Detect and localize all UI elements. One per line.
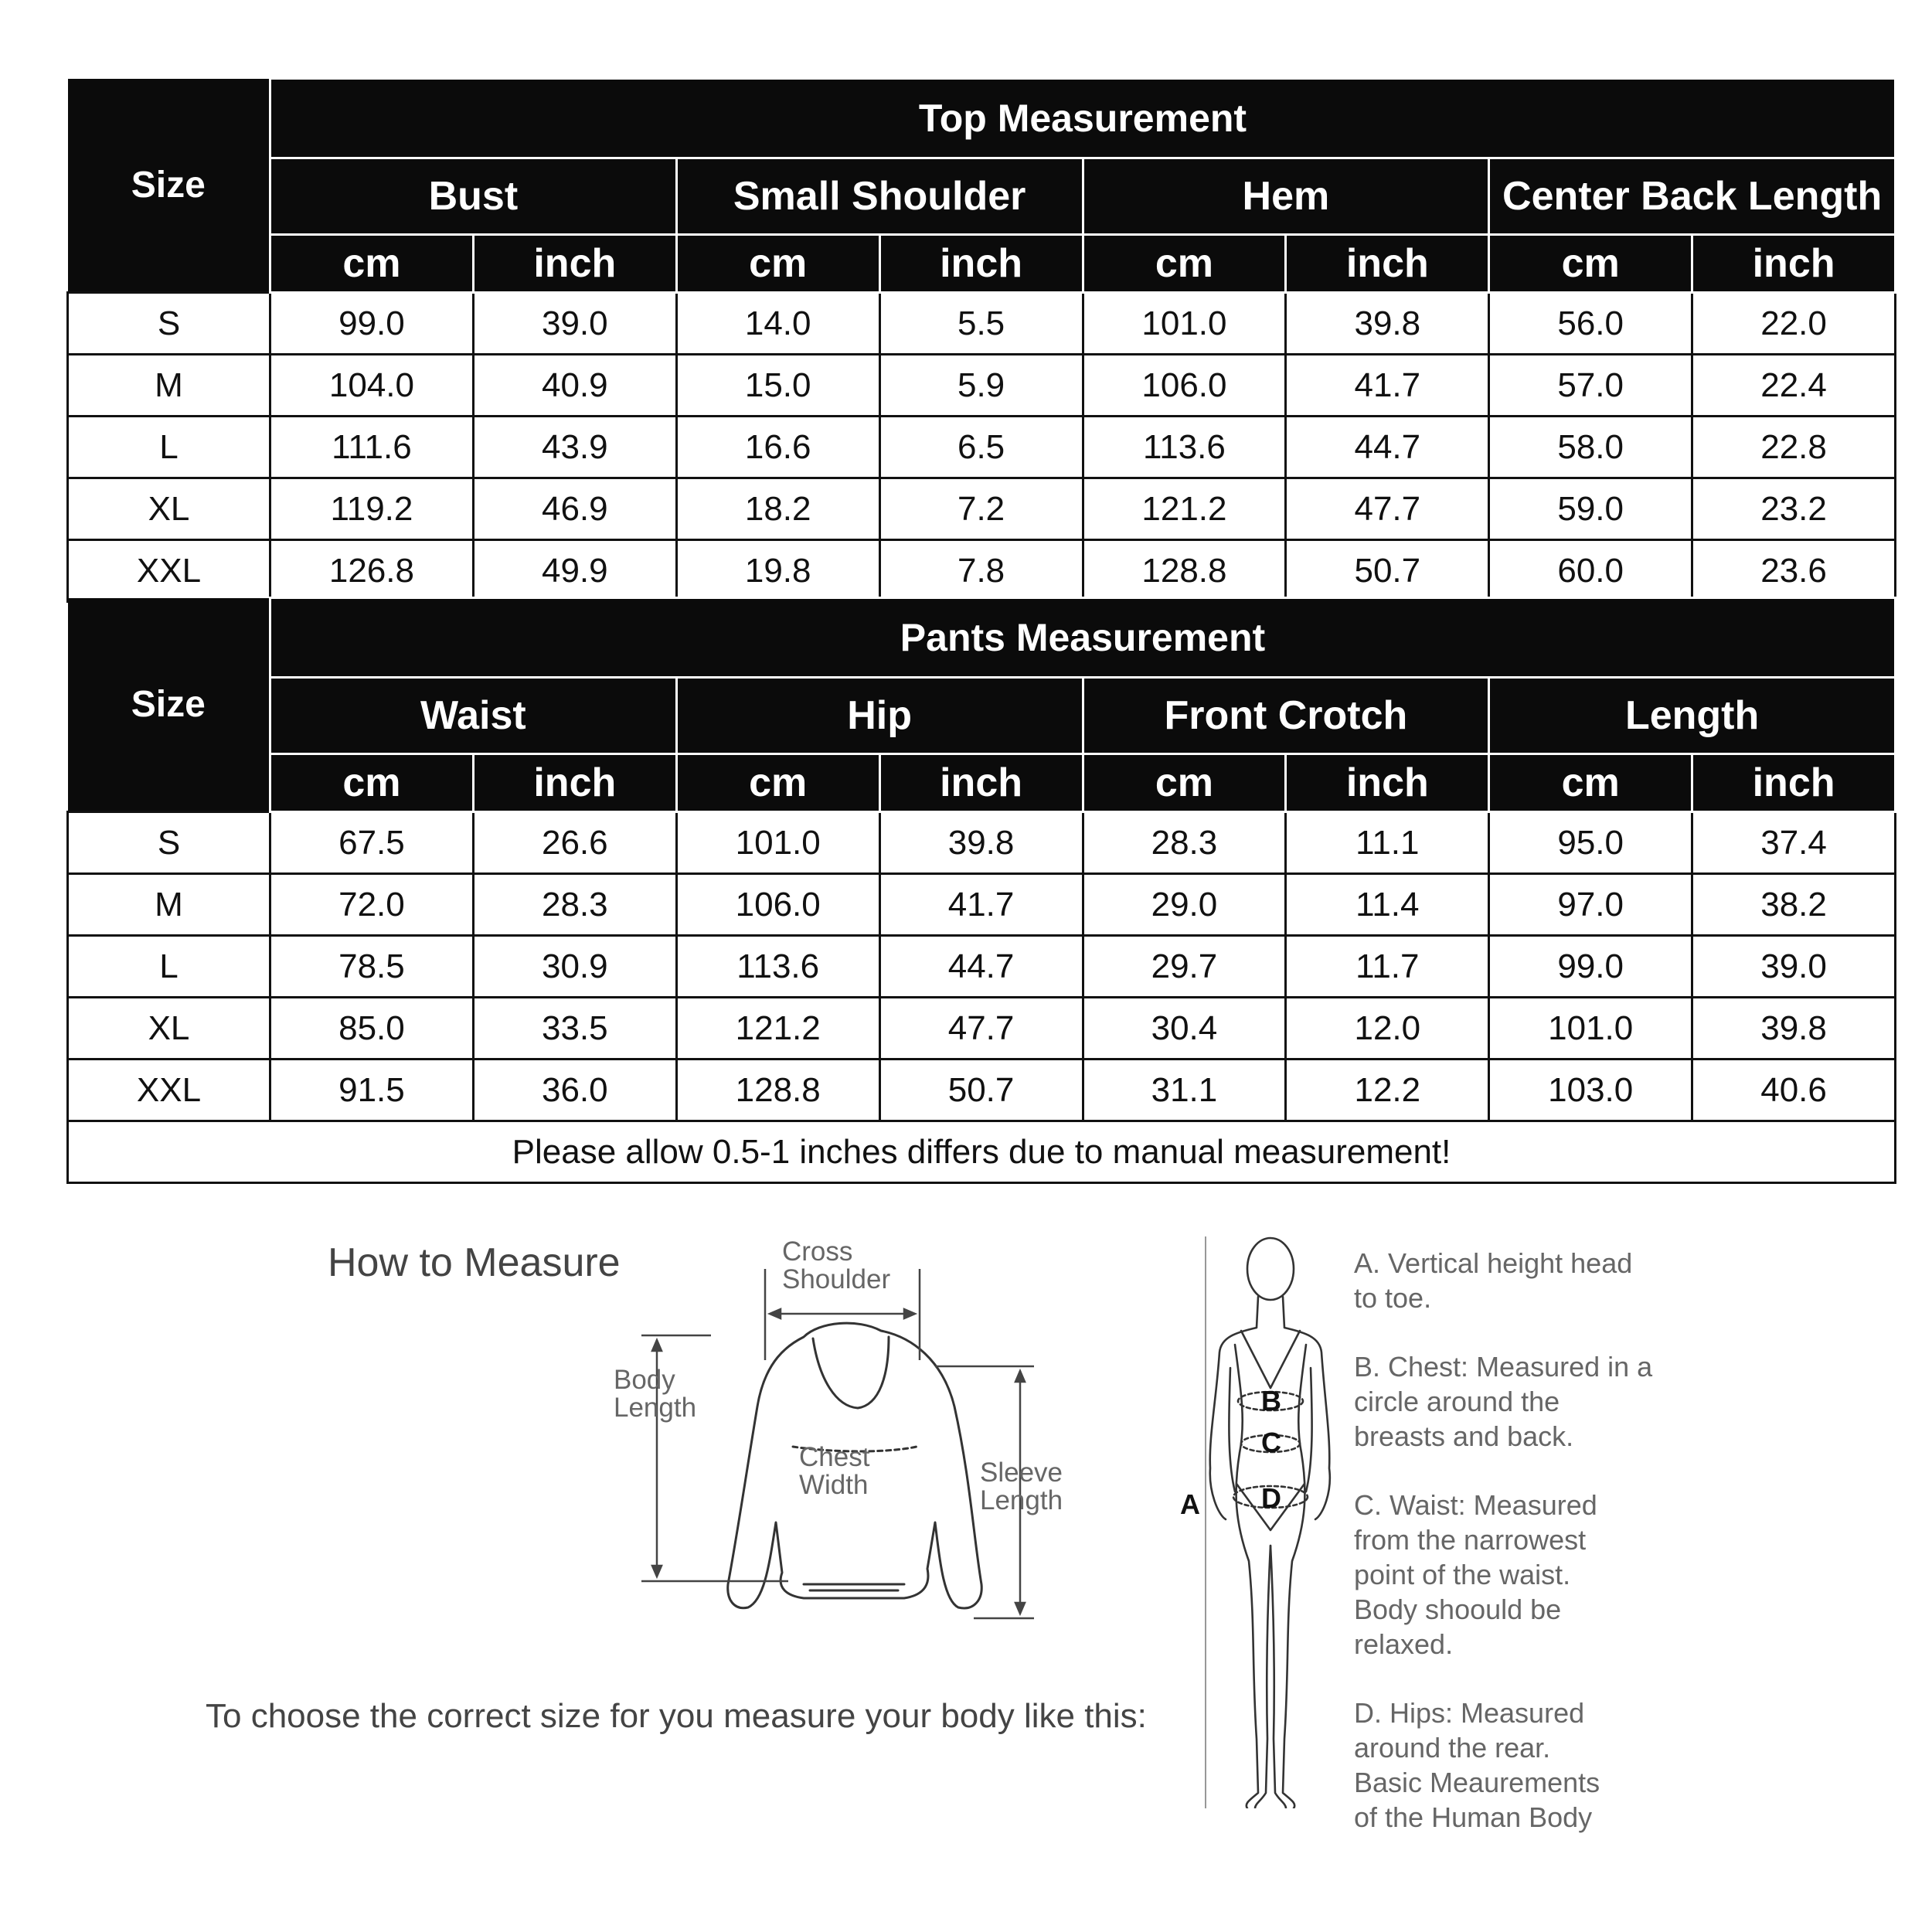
value-cell: 38.2 [1692, 874, 1896, 936]
body-length-label: Body Length [614, 1365, 697, 1423]
value-cell: 14.0 [676, 293, 879, 355]
value-cell: 59.0 [1489, 478, 1692, 540]
size-cell: M [68, 355, 270, 417]
value-cell: 5.9 [879, 355, 1083, 417]
value-cell: 28.3 [1083, 812, 1286, 874]
choose-size-instruction: To choose the correct size for you measure your body like this: [206, 1697, 1147, 1735]
measurement-instructions [1354, 1246, 1679, 1869]
size-cell: XL [68, 998, 270, 1060]
cross-shoulder-label: Cross Shoulder [782, 1236, 891, 1294]
instruction-d: D. Hips: Measured around the rear. Basic Meaurements of the Human Body [1354, 1697, 1600, 1833]
value-cell: 16.6 [676, 417, 879, 478]
unit-header: cm [270, 754, 474, 812]
unit-header: inch [1286, 754, 1489, 812]
size-cell: M [68, 874, 270, 936]
value-cell: 44.7 [1286, 417, 1489, 478]
unit-header-row [68, 235, 1896, 293]
table-row [68, 998, 1896, 1060]
table-title: Pants Measurement [270, 598, 1896, 678]
marker-a-label: A [1180, 1488, 1200, 1520]
value-cell: 12.0 [1286, 998, 1489, 1060]
value-cell: 104.0 [270, 355, 474, 417]
value-cell: 15.0 [676, 355, 879, 417]
table-body [68, 293, 1896, 602]
value-cell: 121.2 [676, 998, 879, 1060]
table-row [68, 1060, 1896, 1121]
value-cell: 39.0 [473, 293, 676, 355]
value-cell: 67.5 [270, 812, 474, 874]
value-cell: 23.6 [1692, 540, 1896, 602]
value-cell: 128.8 [1083, 540, 1286, 602]
instruction-b: B. Chest: Measured in a circle around the breasts and back. [1354, 1351, 1653, 1452]
value-cell: 72.0 [270, 874, 474, 936]
value-cell: 47.7 [879, 998, 1083, 1060]
unit-header: cm [676, 754, 879, 812]
table-title: Top Measurement [270, 79, 1896, 158]
value-cell: 12.2 [1286, 1060, 1489, 1121]
unit-header: inch [879, 754, 1083, 812]
size-cell: S [68, 812, 270, 874]
unit-header: cm [676, 235, 879, 293]
top-measurement-table [66, 77, 1896, 603]
unit-header: inch [879, 235, 1083, 293]
table-row [68, 936, 1896, 998]
value-cell: 85.0 [270, 998, 474, 1060]
value-cell: 126.8 [270, 540, 474, 602]
value-cell: 46.9 [473, 478, 676, 540]
marker-b-label: B [1261, 1385, 1281, 1417]
value-cell: 30.4 [1083, 998, 1286, 1060]
value-cell: 22.8 [1692, 417, 1896, 478]
size-cell: L [68, 417, 270, 478]
value-cell: 28.3 [473, 874, 676, 936]
pants-measurement-table [66, 597, 1896, 1184]
measurement-note: Please allow 0.5-1 inches differs due to manual measurement! [68, 1121, 1896, 1183]
value-cell: 101.0 [676, 812, 879, 874]
value-cell: 30.9 [473, 936, 676, 998]
group-header: Small Shoulder [676, 158, 1083, 235]
unit-header: cm [1489, 235, 1692, 293]
value-cell: 19.8 [676, 540, 879, 602]
group-header: Length [1489, 678, 1896, 754]
value-cell: 60.0 [1489, 540, 1692, 602]
value-cell: 39.0 [1692, 936, 1896, 998]
unit-header: inch [473, 235, 676, 293]
value-cell: 103.0 [1489, 1060, 1692, 1121]
value-cell: 113.6 [1083, 417, 1286, 478]
value-cell: 99.0 [270, 293, 474, 355]
unit-header: cm [1489, 754, 1692, 812]
unit-header: inch [473, 754, 676, 812]
value-cell: 7.2 [879, 478, 1083, 540]
value-cell: 121.2 [1083, 478, 1286, 540]
value-cell: 39.8 [1286, 293, 1489, 355]
value-cell: 41.7 [1286, 355, 1489, 417]
value-cell: 22.0 [1692, 293, 1896, 355]
value-cell: 40.9 [473, 355, 676, 417]
value-cell: 6.5 [879, 417, 1083, 478]
unit-header: cm [270, 235, 474, 293]
unit-header: inch [1286, 235, 1489, 293]
table-row [68, 355, 1896, 417]
unit-header: inch [1692, 754, 1896, 812]
value-cell: 101.0 [1083, 293, 1286, 355]
size-cell: XXL [68, 1060, 270, 1121]
sleeve-length-label: Sleeve Length [980, 1458, 1063, 1515]
value-cell: 37.4 [1692, 812, 1896, 874]
value-cell: 23.2 [1692, 478, 1896, 540]
value-cell: 78.5 [270, 936, 474, 998]
marker-d-label: D [1261, 1482, 1281, 1514]
table-row [68, 478, 1896, 540]
value-cell: 97.0 [1489, 874, 1692, 936]
value-cell: 7.8 [879, 540, 1083, 602]
value-cell: 40.6 [1692, 1060, 1896, 1121]
value-cell: 29.0 [1083, 874, 1286, 936]
value-cell: 50.7 [1286, 540, 1489, 602]
value-cell: 106.0 [676, 874, 879, 936]
value-cell: 113.6 [676, 936, 879, 998]
value-cell: 11.4 [1286, 874, 1489, 936]
unit-header-row [68, 754, 1896, 812]
value-cell: 49.9 [473, 540, 676, 602]
table-row [68, 874, 1896, 936]
table-row [68, 293, 1896, 355]
how-to-measure-title: How to Measure [328, 1240, 621, 1285]
value-cell: 57.0 [1489, 355, 1692, 417]
size-cell: XXL [68, 540, 270, 602]
table-body [68, 812, 1896, 1121]
instruction-a: A. Vertical height head to toe. [1354, 1247, 1633, 1314]
value-cell: 5.5 [879, 293, 1083, 355]
table-row [68, 540, 1896, 602]
value-cell: 41.7 [879, 874, 1083, 936]
value-cell: 119.2 [270, 478, 474, 540]
chest-width-label: Chest Width [799, 1442, 870, 1500]
value-cell: 56.0 [1489, 293, 1692, 355]
value-cell: 29.7 [1083, 936, 1286, 998]
group-header: Waist [270, 678, 677, 754]
value-cell: 39.8 [1692, 998, 1896, 1060]
value-cell: 33.5 [473, 998, 676, 1060]
human-body-figure [1175, 1236, 1345, 1808]
group-header-row [68, 158, 1896, 235]
value-cell: 22.4 [1692, 355, 1896, 417]
group-header: Front Crotch [1083, 678, 1489, 754]
value-cell: 31.1 [1083, 1060, 1286, 1121]
group-header: Hip [676, 678, 1083, 754]
value-cell: 111.6 [270, 417, 474, 478]
value-cell: 43.9 [473, 417, 676, 478]
value-cell: 128.8 [676, 1060, 879, 1121]
value-cell: 11.1 [1286, 812, 1489, 874]
value-cell: 101.0 [1489, 998, 1692, 1060]
value-cell: 58.0 [1489, 417, 1692, 478]
table-row [68, 417, 1896, 478]
value-cell: 47.7 [1286, 478, 1489, 540]
value-cell: 36.0 [473, 1060, 676, 1121]
value-cell: 44.7 [879, 936, 1083, 998]
value-cell: 99.0 [1489, 936, 1692, 998]
size-cell: S [68, 293, 270, 355]
value-cell: 11.7 [1286, 936, 1489, 998]
group-header: Hem [1083, 158, 1489, 235]
value-cell: 91.5 [270, 1060, 474, 1121]
value-cell: 50.7 [879, 1060, 1083, 1121]
instruction-c: C. Waist: Measured from the narrowest point of the waist. Body shoould be relaxed. [1354, 1489, 1597, 1660]
size-header: Size [68, 598, 270, 812]
value-cell: 26.6 [473, 812, 676, 874]
size-cell: L [68, 936, 270, 998]
value-cell: 106.0 [1083, 355, 1286, 417]
group-header: Center Back Length [1489, 158, 1896, 235]
size-cell: XL [68, 478, 270, 540]
group-header: Bust [270, 158, 677, 235]
group-header-row [68, 678, 1896, 754]
size-header: Size [68, 79, 270, 293]
value-cell: 18.2 [676, 478, 879, 540]
unit-header: cm [1083, 754, 1286, 812]
value-cell: 95.0 [1489, 812, 1692, 874]
value-cell: 39.8 [879, 812, 1083, 874]
table-row [68, 812, 1896, 874]
unit-header: inch [1692, 235, 1896, 293]
unit-header: cm [1083, 235, 1286, 293]
marker-c-label: C [1261, 1427, 1281, 1458]
